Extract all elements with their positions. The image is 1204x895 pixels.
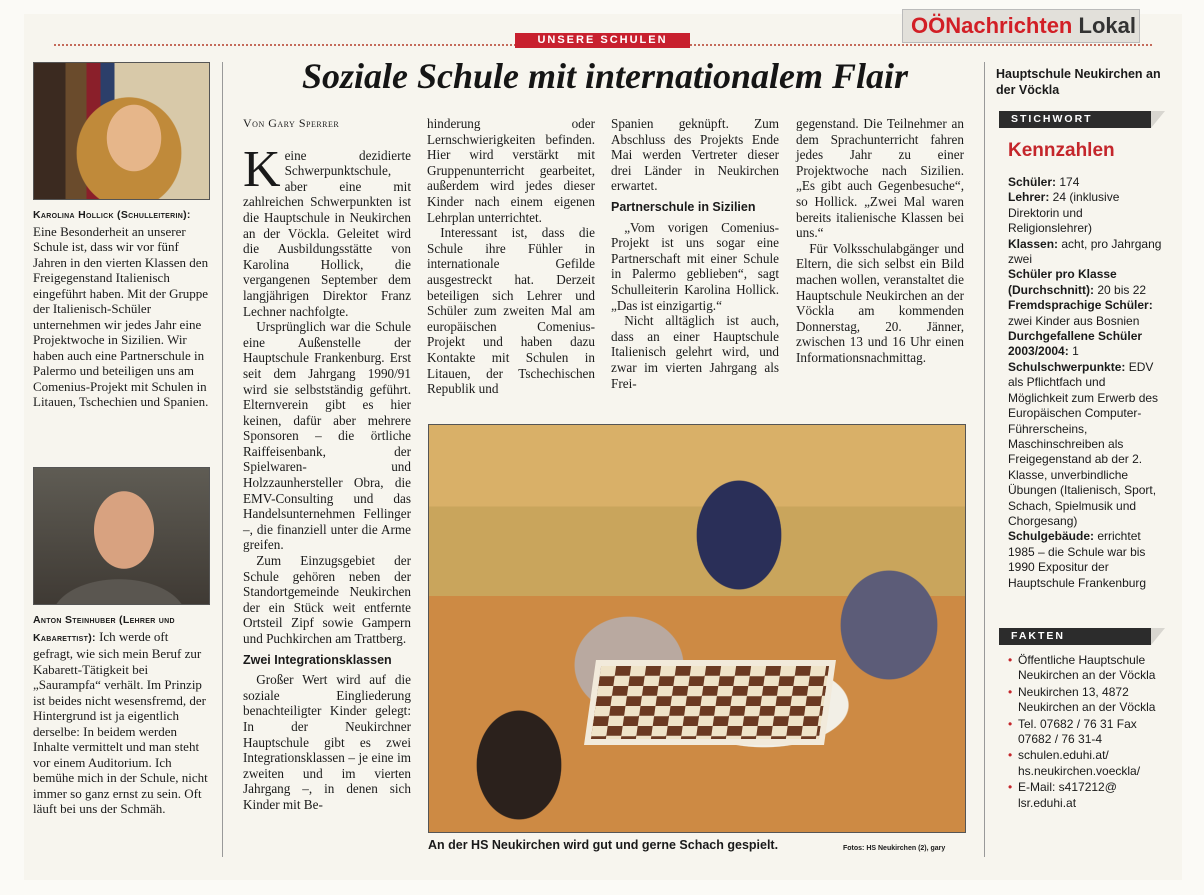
fact-item: • E-Mail: s417212@ lsr.eduhi.at [1008,780,1168,811]
quote-karolina-hollick [33,206,211,410]
fact-item: • schulen.eduhi.at/ hs.neukirchen.voeckla/ [1008,748,1168,779]
portrait-photo-karolina-hollick [33,62,210,200]
facts-list [1008,653,1168,812]
key-figure-value: EDV als Pflichtfach und Möglichkeit zum Erwerb des Europäischen Computer-Führerscheins, Maschinschreiben als Freigegenstand ab der 2. Klasse, unverbindliche Übungen (Italienisch, Sport, Schach, Spielmusik und Chorgesang) [1008,359,1159,528]
column-divider [222,62,223,857]
quote-text: Ich werde oft gefragt, wie sich mein Beruf zur Kabarett-Tätigkeit bei „Saurampfa“ verhält. Im Prinzip ist beides nicht wesensfremd, der Hintergrund ist ja eigentlich derselbe: In beidem werden Inhalte vermittelt und man steht vor einem Auditorium. Ich bemühe mich in der Schule, nicht immer so ganz ernst zu sein. Oft läuft bei uns der Schmäh. [33,628,208,816]
portrait-photo-anton-steinhuber [33,467,210,605]
paragraph: hinderung oder Lernschwierigkeiten befinden. Hier wird verstärkt mit Gruppenunterricht gearbeitet, außerdem wird jedes dieser Kinder nach einem eigenen Lehrplan unterrichtet. [427,116,595,225]
fact-item: • Öffentliche Hauptschule Neukirchen an der Vöckla [1008,653,1168,684]
sidebar-heading: Kennzahlen [1008,140,1115,161]
key-figure-value: acht, pro Jahrgang zwei [1008,236,1162,267]
key-figure-value: 174 [1056,175,1080,189]
key-figure-label: Schüler: [1008,175,1057,189]
article-column-2 [427,116,595,397]
column-divider [984,62,985,857]
logo-name: OÖNachrichten [911,13,1073,38]
key-figure-value: zwei Kinder aus Bosnien [1008,313,1140,328]
quote-speaker: Anton Steinhuber (Lehrer und Kabarettist): [33,614,175,644]
key-figure-label: Schüler pro Klasse (Durchschnitt): [1008,267,1117,297]
article-column-4 [796,116,964,366]
key-figure [1008,298,1168,329]
fact-item: • Tel. 07682 / 76 31 Fax 07682 / 76 31-4 [1008,717,1168,748]
drop-cap: K [243,140,281,198]
key-figure-value: errichtet 1985 – die Schule war bis 1990 Expositur der Hauptschule Frankenburg [1008,529,1147,590]
article-column-3 [611,116,779,391]
key-figure-label: Schulgebäude: [1008,529,1095,544]
key-figure-label: Klassen: [1008,236,1059,251]
photo-credit: Fotos: HS Neukirchen (2), gary [843,845,946,852]
paragraph: Großer Wert wird auf die soziale Eingliederung benachteiligter Kinder gelegt: In der Neukirchner Hauptschule gibt es zwei Integrationsklassen – je eine im zweiten und im vierten Jahrgang –, in denen sich Kinder mit Be- [243,672,411,812]
key-figure-value: 20 bis 22 [1094,282,1147,297]
paragraph-text: eine dezidierte Schwerpunktschule, aber eine mit zahlreichen Schwerpunkten ist die Hauptschule in Neukirchen an der Vöckla. Geleitet wird die Ausbildungsstätte von Karolina Hollick, die vergangenen September dem langjährigen Direktor Franz Lechner nachfolgte. [243,147,411,319]
headline: Soziale Schule mit internationalem Flair [301,56,909,96]
subheading: Zwei Integrationsklassen [243,652,392,667]
key-figure [1008,190,1168,236]
key-figure-label: Durchgefallene Schüler 2003/2004: [1008,329,1143,359]
quote-anton-steinhuber [33,611,211,817]
photo-children-playing-chess [428,424,966,833]
key-figure-value: 1 [1068,344,1079,359]
fakten-tag: FAKTEN [999,628,1151,645]
key-figure [1008,175,1168,190]
paragraph: Für Volksschulabgänger und Eltern, die sich selbst ein Bild machen wollen, veranstaltet die Hauptschule Neukirchen an der Vöckla am kommenden Donnerstag, 20. Jänner, zwischen 13 und 16 Uhr einen Informationsnachmittag. [796,240,964,365]
key-figure [1008,329,1168,360]
newspaper-logo [902,9,1140,43]
key-figure [1008,267,1168,298]
quote-text: Eine Besonderheit an unserer Schule ist, dass wir vor fünf Jahren in den vierten Klassen den Freigegenstand Italienisch eingeführt haben. Mit der Gruppe der Italienisch-Schüler unternehmen wir jedes Jahr eine Projektwoche in Sizilien. Wir haben auch eine Partnerschule in Palermo und beteiligen uns am Comenius-Projekt mit Schulen in Litauen, Tschechien und Spanien. [33,223,209,409]
stichwort-tag: STICHWORT [999,111,1151,128]
key-figure [1008,529,1168,591]
key-figure-label: Fremdsprachige Schüler: [1008,298,1153,313]
key-figure [1008,237,1168,268]
logo-section: Lokal [1078,13,1136,38]
key-figure-value: 24 (inklusive Direktorin und Religionslehrer) [1008,190,1120,236]
key-figure-label: Schulschwerpunkte: [1008,359,1126,374]
paragraph: Zum Einzugsgebiet der Schule gehören neben der Standortgemeinde Neukirchen der ein Stück weit entfernte Ortsteil Zipf sowie Gampern und Puchkirchen am Trattberg. [243,553,411,646]
paragraph: gegenstand. Die Teilnehmer an dem Sprachunterricht fahren jedes Jahr zu einer Projektwoche nach Sizilien. „Es gibt auch Gegenbesuche“, so Hollick. „Zwei Mal waren bereits italienische Klassen bei uns.“ [796,116,964,241]
paragraph: Ursprünglich war die Schule eine Außenstelle der Hauptschule Frankenburg. Erst seit dem Jahrgang 1990/91 wird sie selbstständig geführt. Elternverein gibt es hier keinen, dafür aber mehrere Sponsoren – die örtliche Raiffeisenbank, der Spielwaren- und Holzzaunhersteller Obra, die EMV-Consulting und das Handelsunternehmen Fellinger –, die finanziell unter die Arme greifen. [243,319,411,553]
paragraph: Nicht alltäglich ist auch, dass an einer Hauptschule Italienisch gelehrt wird, und zwar im vierten Jahrgang als Frei- [611,313,779,391]
subheading: Partnerschule in Sizilien [611,199,756,214]
paragraph: „Vom vorigen Comenius-Projekt ist uns sogar eine Partnerschaft mit einer Schule in Palermo geblieben“, sagt Schulleiterin Karolina Hollick. „Das ist einzigartig.“ [611,219,779,313]
paragraph [243,140,411,320]
key-figure [1008,360,1168,529]
sidebar-title: Hauptschule Neukirchen an der Vöckla [996,67,1161,97]
key-figure-label: Lehrer: [1008,190,1050,205]
photo-caption: An der HS Neukirchen wird gut und gerne Schach gespielt. [428,838,779,852]
chessboard [584,660,836,745]
article-column-1 [243,116,411,813]
paragraph: Interessant ist, dass die Schule ihre Fühler in internationale Gefilde ausgestreckt hat. Derzeit beteiligen sich Lehrer und Schüler zum zweiten Mal am europäischen Comenius-Projekt und haben dazu Kontakte mit Schulen in Litauen, der Tschechischen Republik und [427,225,595,397]
paragraph: Spanien geknüpft. Zum Abschluss des Projekts Ende Mai werden Vertreter dieser drei Länder in Neukirchen erwartet. [611,116,779,194]
quote-speaker: Karolina Hollick (Schulleiterin): [33,209,191,221]
byline: Von Gary Sperrer [243,116,340,130]
key-figures-list [1008,175,1168,591]
fact-item: • Neukirchen 13, 4872 Neukirchen an der Vöckla [1008,685,1168,716]
section-kicker: UNSERE SCHULEN [515,33,690,48]
